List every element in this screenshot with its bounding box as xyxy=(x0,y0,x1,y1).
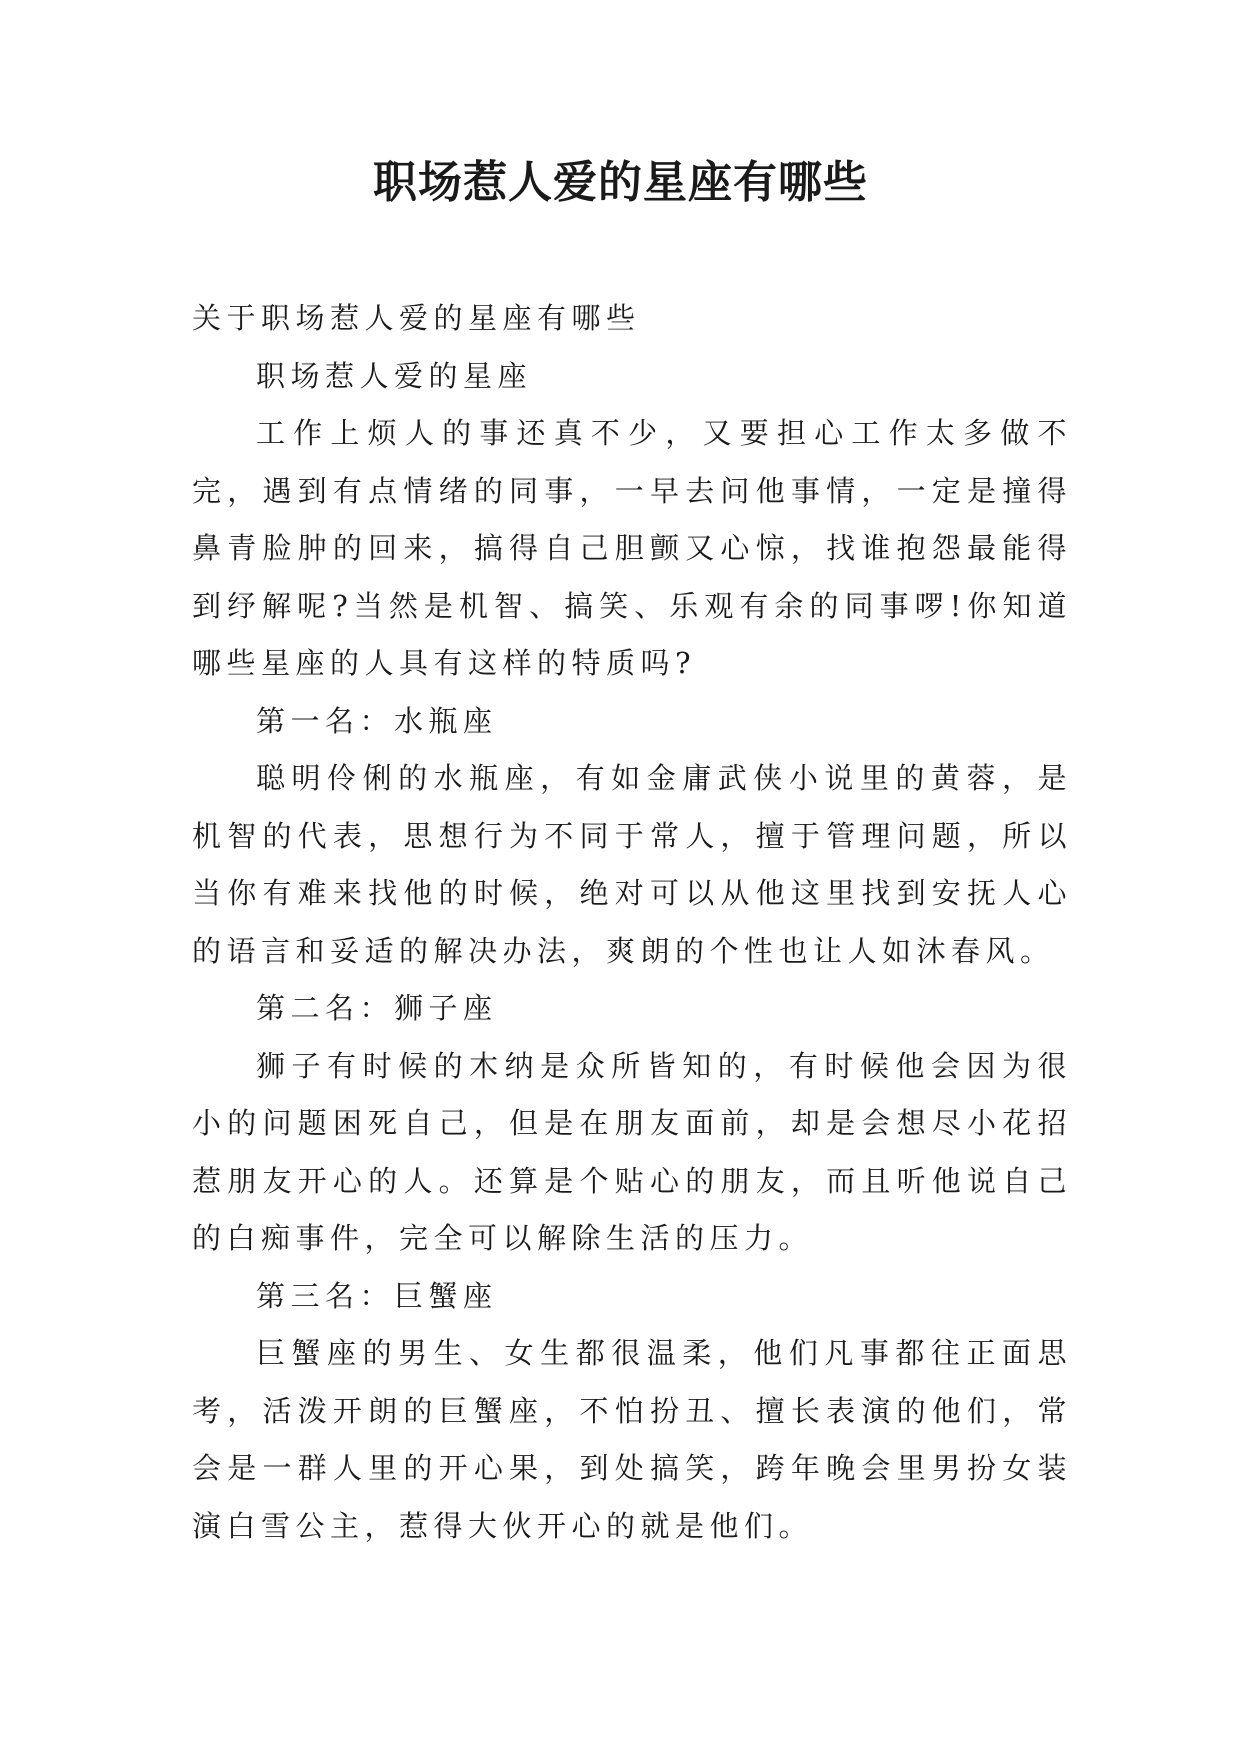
paragraph: 狮子有时候的木纳是众所皆知的，有时候他会因为很小的问题困死自己，但是在朋友面前，却是会想尽小花招惹朋友开心的人。还算是个贴心的朋友，而且听他说自己的白痴事件，完全可以解除生活的压力。 xyxy=(192,1048,1072,1255)
section-heading: 职场惹人爱的星座 xyxy=(256,358,533,393)
document-body xyxy=(192,290,1072,1555)
rank-heading-2: 第二名：狮子座 xyxy=(256,991,498,1025)
rank-heading-1: 第一名：水瓶座 xyxy=(256,703,498,738)
paragraph: 工作上烦人的事还真不少，又要担心工作太多做不完，遇到有点情绪的同事，一早去问他事情，一定是撞得鼻青脸肿的回来，搞得自己胆颤又心惊，找谁抱怨最能得到纾解呢?当然是机智、搞笑、乐观有余的同事啰!你知道哪些星座的人具有这样的特质吗? xyxy=(192,416,1072,680)
rank-heading-3: 第三名：巨蟹座 xyxy=(256,1278,498,1313)
document-title: 职场惹人爱的星座有哪些 xyxy=(373,157,868,208)
paragraph: 巨蟹座的男生、女生都很温柔，他们凡事都往正面思考，活泼开朗的巨蟹座，不怕扮丑、擅长表演的他们，常会是一群人里的开心果，到处搞笑，跨年晚会里男扮女装演白雪公主，惹得大伙开心的就是他们。 xyxy=(192,1336,1072,1543)
intro-line: 关于职场惹人爱的星座有哪些 xyxy=(192,301,641,335)
paragraph: 聪明伶俐的水瓶座，有如金庸武侠小说里的黄蓉，是机智的代表，思想行为不同于常人，擅于管理问题，所以当你有难来找他的时候，绝对可以从他这里找到安抚人心的语言和妥适的解决办法，爽朗的个性也让人如沐春风。 xyxy=(192,761,1072,968)
